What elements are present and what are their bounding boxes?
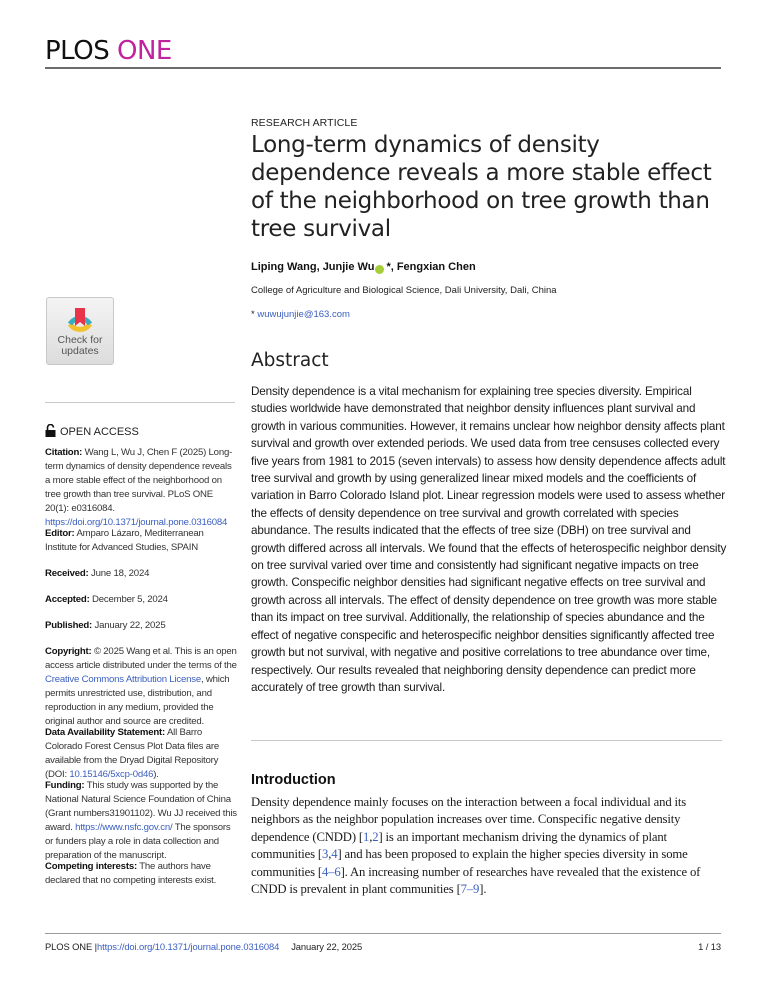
sidebar-divider [45, 402, 235, 403]
open-access-label: OPEN ACCESS [60, 426, 139, 438]
citation-block: Citation: Wang L, Wu J, Chen F (2025) Long-term dynamics of density dependence reveals a more stable effect of the neighborhood on tree growth than tree survival. PLoS ONE 20(1): e0316084. https://doi.org/10.1371/journal.pone.0316084 [45, 447, 233, 528]
published-date: Published: January 22, 2025 [45, 620, 166, 631]
citation-ref[interactable]: 4 [331, 847, 338, 862]
footer-doi-link[interactable]: https://doi.org/10.1371/journal.pone.0316084 [96, 941, 280, 952]
page-number: 1 / 13 [698, 941, 721, 952]
orcid-icon[interactable] [375, 265, 384, 274]
check-for-updates-button[interactable] [46, 297, 114, 365]
email-link[interactable]: wuwujunjie@163.com [257, 309, 350, 320]
copyright-block: Copyright: © 2025 Wang et al. This is an open access article distributed under the terms of the Creative Commons Attribution License, which permits unrestricted use, distribution, and reproduction in any medium, provided the original author and source are credited. [45, 646, 237, 727]
competing-interests-block: Competing interests: The authors have declared that no competing interests exist. [45, 861, 217, 886]
funding-block: Funding: This study was supported by the National Natural Science Foundation of China (Grant numbers31901102). Wu JJ received this award. https://www.nsfc.gov.cn/ The sponsors or funders play a role in data collection and preparation of the manuscript. [45, 780, 237, 861]
open-access-badge [45, 424, 139, 440]
license-link[interactable]: Creative Commons Attribution License [45, 674, 201, 685]
footer-date: January 22, 2025 [291, 941, 363, 952]
journal-logo[interactable] [45, 36, 721, 66]
affiliation: College of Agriculture and Biological Science, Dali University, Dali, China [251, 285, 557, 296]
footer-journal: PLOS ONE | [45, 941, 97, 952]
introduction-heading: Introduction [251, 772, 336, 788]
data-availability-block: Data Availability Statement: All Barro Colorado Forest Census Plot Data files are available from the Dryad Digital Repository (DOI: 10.15146/5xcp-0d46). [45, 727, 219, 780]
citation-ref[interactable]: 4–6 [322, 864, 341, 879]
crossmark-label: Check for updates [57, 334, 103, 357]
journal-masthead [45, 36, 721, 66]
article-title: Long-term dynamics of density dependence reveals a more stable effect of the neighborhood on tree growth than tree survival [251, 132, 712, 242]
received-date: Received: June 18, 2024 [45, 568, 150, 579]
footer-divider [45, 933, 721, 934]
citation-ref[interactable]: 2 [372, 829, 379, 844]
citation-doi-link[interactable]: https://doi.org/10.1371/journal.pone.0316084 [45, 517, 228, 528]
citation-ref[interactable]: 1 [363, 829, 370, 844]
citation-ref[interactable]: 7–9 [460, 882, 480, 897]
citation-ref[interactable]: 3 [322, 847, 329, 862]
abstract-text: Density dependence is a vital mechanism for explaining tree species diversity. Empirical studies worldwide have demonstrated that neighbor density influences plant survival and growth in various communities. However, it remains unclear how neighbor density affects plant survival and growth over extended periods. We used data from tree censuses collected every five years from 1981 to 2015 (seven intervals) to assess how density dependence affects adult tree survival and growth by using generalized linear mixed models and the coefficients of variation in Barro Colorado Island plot. Linear regression models were used to assess whether the effects of density dependence on tree survival and growth correlated with species abundance. The results indicated that the effects of tree size (DBH) on tree survival and growth differed across all intervals. We found that the effects of heterospecific neighbor density on tree survival varied over time and consistently had significant negative impacts on tree growth. Conspecific neighbor densities had significant negative effects on tree survival and growth across all intervals. The effect of density dependence on tree growth was more stable than its impact on tree survival. Additionally, the relationship of species abundance and the effect of negative conspecific and heterospecific neighbor densities significantly affected tree growth but not survival, with negative and positive correlations to tree abundance over time, respectively. Our results revealed that neighboring density dependence can predict more accurately of tree growth than survival. [251, 385, 727, 694]
accepted-date: Accepted: December 5, 2024 [45, 594, 168, 605]
nsfc-link[interactable]: https://www.nsfc.gov.cn/ [75, 822, 173, 833]
abstract-heading: Abstract [251, 350, 329, 371]
author-list: Liping Wang, Junjie Wu *, Fengxian Chen [251, 261, 476, 273]
article-type-label: RESEARCH ARTICLE [251, 117, 358, 129]
abstract-divider [251, 740, 722, 741]
unlocked-padlock-icon [45, 424, 56, 440]
data-doi-link[interactable]: 10.15146/5xcp-0d46 [69, 769, 154, 780]
logo-one: ONE [116, 36, 172, 66]
masthead-divider [45, 67, 721, 69]
crossmark-icon [64, 302, 96, 334]
editor-block: Editor: Amparo Lázaro, Mediterranean Institute for Advanced Studies, SPAIN [45, 528, 204, 553]
logo-plos: PLOS [45, 36, 110, 66]
introduction-text: Density dependence mainly focuses on the interaction between a focal individual and its neighbors as the neighbor population increases over time. Conspecific negative density dependence (CNDD) [1,2] is an important mechanism driving the dynamics of plant communities [3,4] and has been proposed to explain the higher species diversity in some communities [4–6]. An increasing number of researches have revealed that the existence of CNDD is prevalent in plant communities [7–9]. [251, 795, 701, 897]
corresponding-author: * wuwujunjie@163.com [251, 309, 350, 320]
page-footer [45, 941, 721, 952]
